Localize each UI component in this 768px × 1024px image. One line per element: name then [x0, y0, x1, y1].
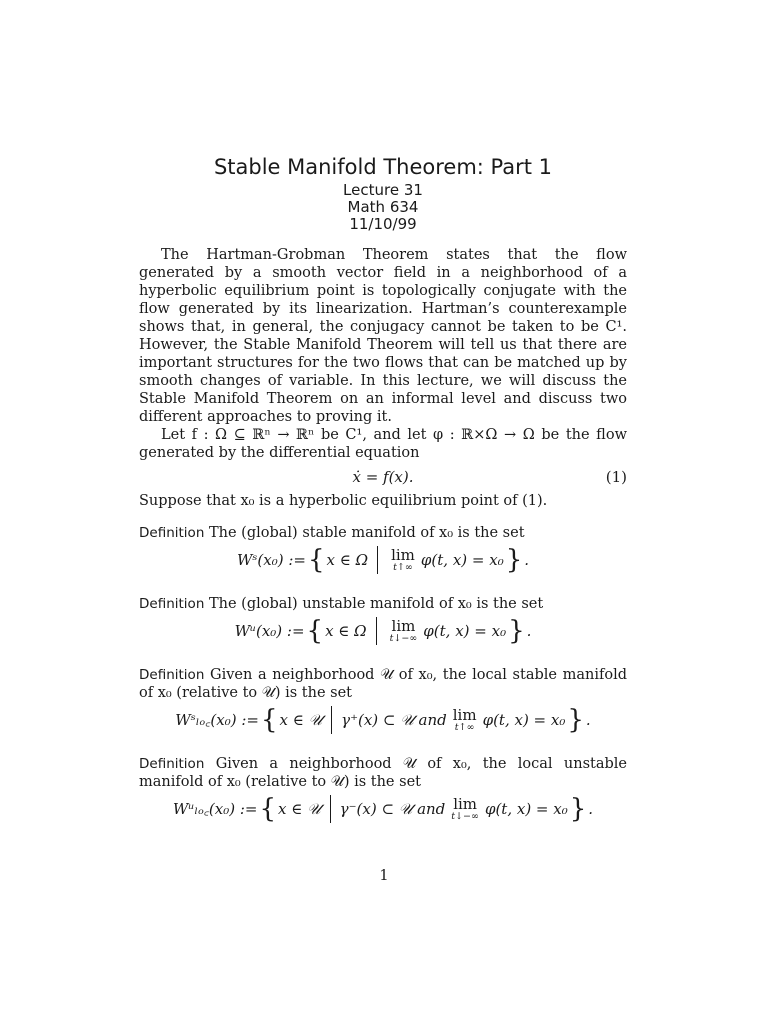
definition-text: The (global) stable manifold of x₀ is the set	[208, 525, 525, 541]
end-punct: .	[588, 800, 594, 818]
set-lhs: Wᵘ(x₀) :=	[234, 622, 305, 640]
end-punct: .	[524, 551, 530, 569]
limit-operator	[453, 707, 477, 733]
hypothesis-paragraph: Suppose that x₀ is a hyperbolic equilibrium point of (1).	[139, 493, 548, 509]
definition-text: Given a neighborhood 𝒰 of x₀, the local stable manifold of x₀ (relative to 𝒰) is the set	[139, 667, 627, 701]
set-element: x ∈ 𝒰	[279, 711, 323, 729]
open-brace: {	[260, 705, 278, 735]
lim-word: lim	[453, 795, 478, 813]
set-divider	[376, 617, 377, 645]
limit-operator	[391, 547, 415, 573]
page-number: 1	[379, 868, 389, 884]
lim-subscript: t↓−∞	[389, 633, 418, 644]
lim-word: lim	[391, 546, 415, 564]
intro-paragraph: The Hartman-Grobman Theorem states that the flow generated by a smooth vector field in a neighborhood of a hyperbolic equilibrium point is topologically conjugate with the flow generated by its linearization. Hartman’s counterexample shows that, in general, the conjugacy cannot be taken to be C¹. However, the Stable Manifold Theorem will tell us that there are important structures for the two flows that can be matched up by smooth changes of variable. In this lecture, we will discuss the Stable Manifold Theorem on an informal level and discuss two different approaches to proving it.	[139, 247, 627, 425]
set-condition: γ⁺(x) ⊂ 𝒰 and	[341, 711, 447, 729]
limit-expression: φ(t, x) = x₀	[484, 800, 568, 818]
lim-subscript: t↑∞	[393, 562, 413, 573]
limit-operator	[390, 618, 418, 644]
set-divider	[377, 546, 378, 574]
equation-1-body: ẋ = f(x).	[352, 468, 414, 486]
open-brace: {	[307, 545, 325, 575]
set-element: x ∈ Ω	[326, 551, 369, 569]
lim-subscript: t↑∞	[454, 722, 475, 733]
definition-text: The (global) unstable manifold of x₀ is the set	[208, 596, 544, 612]
equation-1-number: (1)	[605, 468, 627, 486]
limit-operator	[451, 796, 479, 822]
close-brace: }	[508, 616, 525, 646]
open-brace: {	[259, 794, 277, 824]
close-brace: }	[567, 705, 584, 735]
set-global-stable	[139, 546, 627, 586]
open-brace: {	[306, 616, 324, 646]
definition-global-unstable	[139, 595, 627, 613]
set-lhs: Wˢₗₒ꜀(x₀) :=	[175, 711, 259, 729]
equation-1	[139, 462, 627, 492]
set-global-unstable	[139, 617, 627, 657]
definition-label: Definition	[139, 525, 205, 541]
lecture-number: Lecture 31	[343, 181, 423, 199]
limit-expression: φ(t, x) = x₀	[482, 711, 566, 729]
definition-global-stable	[139, 524, 627, 542]
lecture-date: 11/10/99	[349, 215, 417, 233]
close-brace: }	[505, 545, 523, 575]
definition-label: Definition	[139, 667, 205, 683]
lim-word: lim	[391, 617, 416, 635]
paper-page	[139, 150, 627, 835]
definition-label: Definition	[139, 756, 205, 772]
paper-title: Stable Manifold Theorem: Part 1	[213, 155, 553, 179]
setup-paragraph: Let f : Ω ⊆ ℝⁿ → ℝⁿ be C¹, and let φ : ℝ×Ω → Ω be the flow generated by the differential equation	[139, 427, 627, 461]
set-lhs: Wˢ(x₀) :=	[236, 551, 306, 569]
set-element: x ∈ Ω	[325, 622, 367, 640]
set-element: x ∈ 𝒰	[278, 800, 321, 818]
close-brace: }	[569, 794, 587, 824]
set-divider	[330, 795, 331, 823]
limit-expression: φ(t, x) = x₀	[423, 622, 507, 640]
set-divider	[331, 706, 332, 734]
course-name: Math 634	[347, 198, 419, 216]
lim-word: lim	[452, 706, 477, 724]
end-punct: .	[585, 711, 591, 729]
definition-local-stable	[139, 666, 627, 702]
set-local-stable	[139, 706, 627, 746]
set-lhs: Wᵘₗₒ꜀(x₀) :=	[172, 800, 258, 818]
definition-local-unstable	[139, 755, 627, 791]
title-block	[139, 152, 627, 233]
definition-text: Given a neighborhood 𝒰 of x₀, the local unstable manifold of x₀ (relative to 𝒰) is the set	[139, 756, 627, 790]
lim-subscript: t↓−∞	[451, 811, 479, 822]
limit-expression: φ(t, x) = x₀	[420, 551, 504, 569]
end-punct: .	[526, 622, 532, 640]
set-condition: γ⁻(x) ⊂ 𝒰 and	[339, 800, 446, 818]
set-local-unstable	[139, 795, 627, 835]
definition-label: Definition	[139, 596, 205, 612]
